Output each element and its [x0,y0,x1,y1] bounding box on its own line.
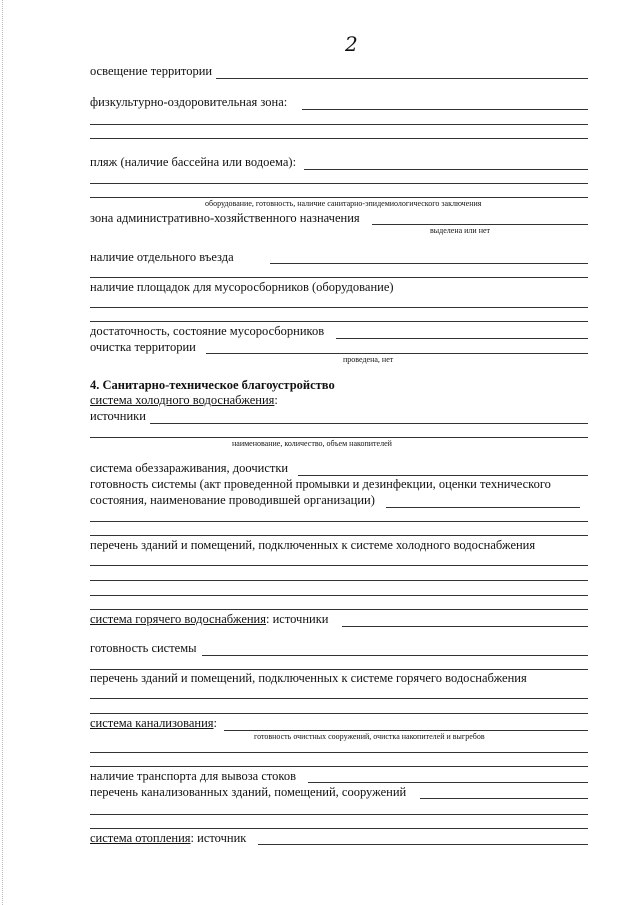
sources-line-2[interactable] [90,437,588,438]
hot-water-label: система горячего водоснабжения [90,612,266,626]
sewerage-heading [90,716,217,730]
cold-water-heading [90,393,278,407]
entrance-line-2[interactable] [90,277,588,278]
beach-line-3[interactable] [90,197,588,198]
sewered-buildings-field[interactable] [420,798,588,799]
beach-label: пляж (наличие бассейна или водоема): [90,155,297,169]
admin-zone-note: выделена или нет [430,226,491,235]
cold-water-colon: : [274,393,278,407]
sewerage-field[interactable] [224,730,588,731]
hot-sources-field[interactable] [342,626,588,627]
section-4-title: 4. Санитарно-техническое благоустройство [90,378,335,392]
cleaning-label: очистка территории [90,340,196,354]
hot-buildings-label: перечень зданий и помещений, подключенных к системе горячего водоснабжения [90,671,527,685]
cold-buildings-label: перечень зданий и помещений, подключенных к системе холодного водоснабжения [90,538,536,552]
sports-zone-line-2[interactable] [90,124,588,125]
sewerage-colon: : [213,716,218,730]
page-number: 2 [345,32,358,56]
sources-field[interactable] [150,423,588,424]
heating-source-field[interactable] [258,844,588,845]
readiness-line-2: состояния, наименование проводившей организации) [90,493,375,507]
lighting-field[interactable] [216,78,588,79]
cold-buildings-line-1[interactable] [90,565,588,566]
waste-sites-line-2[interactable] [90,321,588,322]
heating-heading [90,831,246,845]
sewerage-note: готовность очистных сооружений, очистка накопителей и выгребов [254,732,485,741]
disinfection-field[interactable] [298,475,588,476]
sewered-buildings-line-2[interactable] [90,814,588,815]
sewerage-line-3[interactable] [90,766,588,767]
cleaning-note: проведена, нет [343,355,394,364]
readiness-line-1: готовность системы (акт проведенной промывки и дезинфекции, оценки технического [90,477,551,491]
heating-source-label: : источник [190,831,247,845]
cold-buildings-line-4[interactable] [90,609,588,610]
sewerage-label: система канализования [90,716,214,730]
system-readiness-field[interactable] [202,655,588,656]
readiness-field[interactable] [386,507,580,508]
hot-buildings-line-2[interactable] [90,713,588,714]
system-readiness-line-2[interactable] [90,669,588,670]
system-readiness-label: готовность системы [90,641,197,655]
admin-zone-field[interactable] [372,224,588,225]
readiness-line-3[interactable] [90,521,588,522]
disinfection-label: система обеззараживания, доочистки [90,461,289,475]
cold-buildings-line-3[interactable] [90,595,588,596]
sources-label: источники [90,409,146,423]
sewered-buildings-label: перечень канализованных зданий, помещений, сооружений [90,785,407,799]
transport-label: наличие транспорта для вывоза стоков [90,769,297,783]
beach-note: оборудование, готовность, наличие санитарно-эпидемиологического заключения [205,199,482,208]
cold-buildings-line-2[interactable] [90,580,588,581]
waste-sufficiency-label: достаточность, состояние мусоросборников [90,324,325,338]
sports-zone-field[interactable] [302,109,588,110]
sports-zone-line-3[interactable] [90,138,588,139]
sewerage-line-2[interactable] [90,752,588,753]
beach-line-2[interactable] [90,183,588,184]
lighting-label: освещение территории [90,64,213,78]
waste-sufficiency-field[interactable] [336,338,588,339]
sports-zone-label: физкультурно-оздоровительная зона: [90,95,288,109]
sources-note: наименование, количество, объем накопителей [232,439,392,448]
heating-label: система отопления [90,831,191,845]
scan-edge [2,0,3,905]
entrance-label: наличие отдельного въезда [90,250,234,264]
cleaning-field[interactable] [206,353,588,354]
readiness-line-4[interactable] [90,535,588,536]
beach-field[interactable] [304,169,588,170]
hot-buildings-line-1[interactable] [90,698,588,699]
hot-water-heading [90,612,329,626]
cold-water-label: система холодного водоснабжения [90,393,275,407]
waste-sites-line-1[interactable] [90,307,588,308]
entrance-field[interactable] [270,263,588,264]
admin-zone-label: зона административно-хозяйственного назначения [90,211,360,225]
sewered-buildings-line-3[interactable] [90,828,588,829]
hot-sources-label: : источники [266,612,329,626]
transport-field[interactable] [308,782,588,783]
waste-sites-label: наличие площадок для мусоросборников (оборудование) [90,280,394,294]
